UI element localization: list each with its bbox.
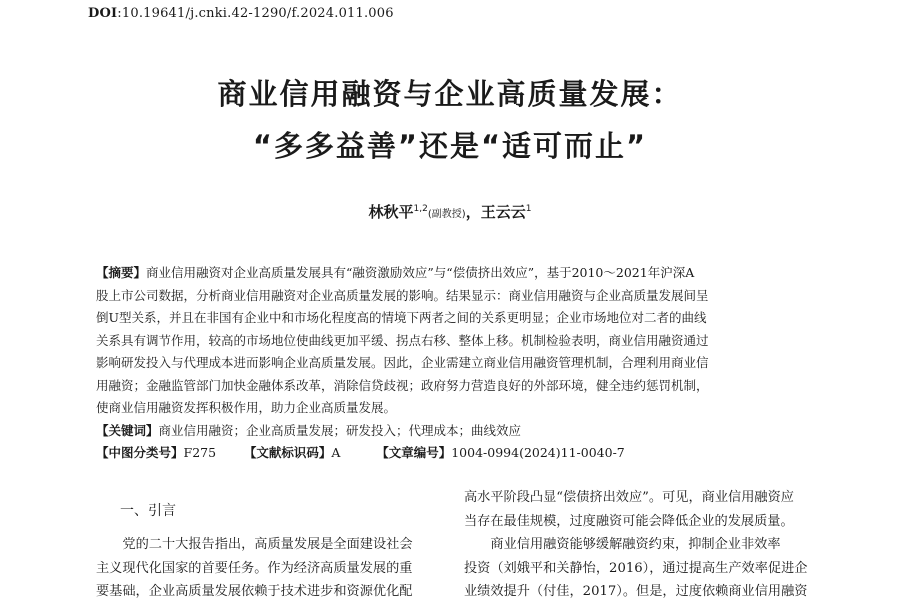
paper-title-line-1: 商业信用融资与企业高质量发展： [217,77,683,111]
doc-code-value: A [331,445,341,460]
author-name: 王云云 [480,203,526,221]
doi-separator: : [117,6,122,21]
body-line: 商业信用融资能够缓解融资约束，抑制企业非效率 [490,537,781,552]
article-number-value: 1004-0994(2024)11-0040-7 [451,445,625,460]
abstract-text: 商业信用融资对企业高质量发展具有“融资激励效应”与“偿债挤出效应”，基于2010～2021年沪深A [146,265,695,280]
doc-code-tag: 【文献标识码】 [243,445,332,460]
author-affiliation-mark: 1,2 [413,204,428,214]
left-column [96,533,444,604]
abstract-line: 股上市公司数据，分析商业信用融资对企业高质量发展的影响。结果显示：商业信用融资与企业高质量发展间呈 [96,287,709,303]
abstract-line: 使商业信用融资发挥积极作用，助力企业高质量发展。 [96,400,397,415]
section-heading: 一、引言 [120,503,176,519]
body-line: 投资（刘娥平和关静怡，2016），通过提高生产效率促进企 [464,560,808,576]
paper-title-line-2: “多多益善”还是“适可而止” [252,129,648,163]
right-column [464,486,818,604]
abstract-line: 影响研发投入与代理成本进而影响企业高质量发展。因此，企业需建立商业信用融资管理机制，合理利用商业信 [96,355,709,370]
keywords-text: 商业信用融资；企业高质量发展；研发投入；代理成本；曲线效应 [158,422,522,438]
abstract-line: 关系具有调节作用，较高的市场地位使曲线更加平缓、拐点右移、整体上移。机制检验表明，商业信用融资通过 [96,332,709,348]
article-number-item [376,445,625,460]
doc-code-item [244,445,341,460]
doi-line [88,6,394,21]
classification-item [96,445,216,460]
abstract-line: 倒U型关系，并且在非国有企业中和市场化程度高的情境下两者之间的关系更明显；企业市场地位对二者的曲线 [96,310,707,325]
classification-value: F275 [183,445,217,460]
body-line: 党的二十大报告指出，高质量发展是全面建设社会 [122,537,413,552]
abstract-tag: 【摘要】 [96,265,147,280]
author-name: 林秋平 [368,203,414,221]
abstract-line [96,262,804,285]
classification-line [96,442,804,465]
author-title-note: (副教授) [427,209,466,220]
abstract-block [96,262,804,465]
keywords-line [96,420,804,443]
keywords-tag: 【关键词】 [96,422,159,438]
body-line: 主义现代化国家的首要任务。作为经济高质量发展的重 [96,560,413,576]
body-line: 当存在最佳规模，过度融资可能会降低企业的发展质量。 [464,513,794,529]
body-line: 高水平阶段凸显“偿债挤出效应”。可见，商业信用融资应 [464,490,794,505]
body-line: 业绩效提升（付佳，2017）。但是，过度依赖商业信用融资 [464,584,808,599]
body-line: 要基础，企业高质量发展依赖于技术进步和资源优化配 [96,584,413,599]
doi-value: 10.19641/j.cnki.42-1290/f.2024.011.006 [121,6,394,21]
author-separator: ， [465,203,481,221]
author-line [0,201,900,222]
article-number-tag: 【文章编号】 [376,445,452,460]
doi-label: DOI [88,6,118,21]
classification-tag: 【中图分类号】 [96,445,184,460]
abstract-line: 用融资；金融监管部门加快金融体系改革，消除信贷歧视；政府努力营造良好的外部环境，健全违约惩罚机制， [96,377,709,393]
author-affiliation-mark: 1 [525,204,532,214]
